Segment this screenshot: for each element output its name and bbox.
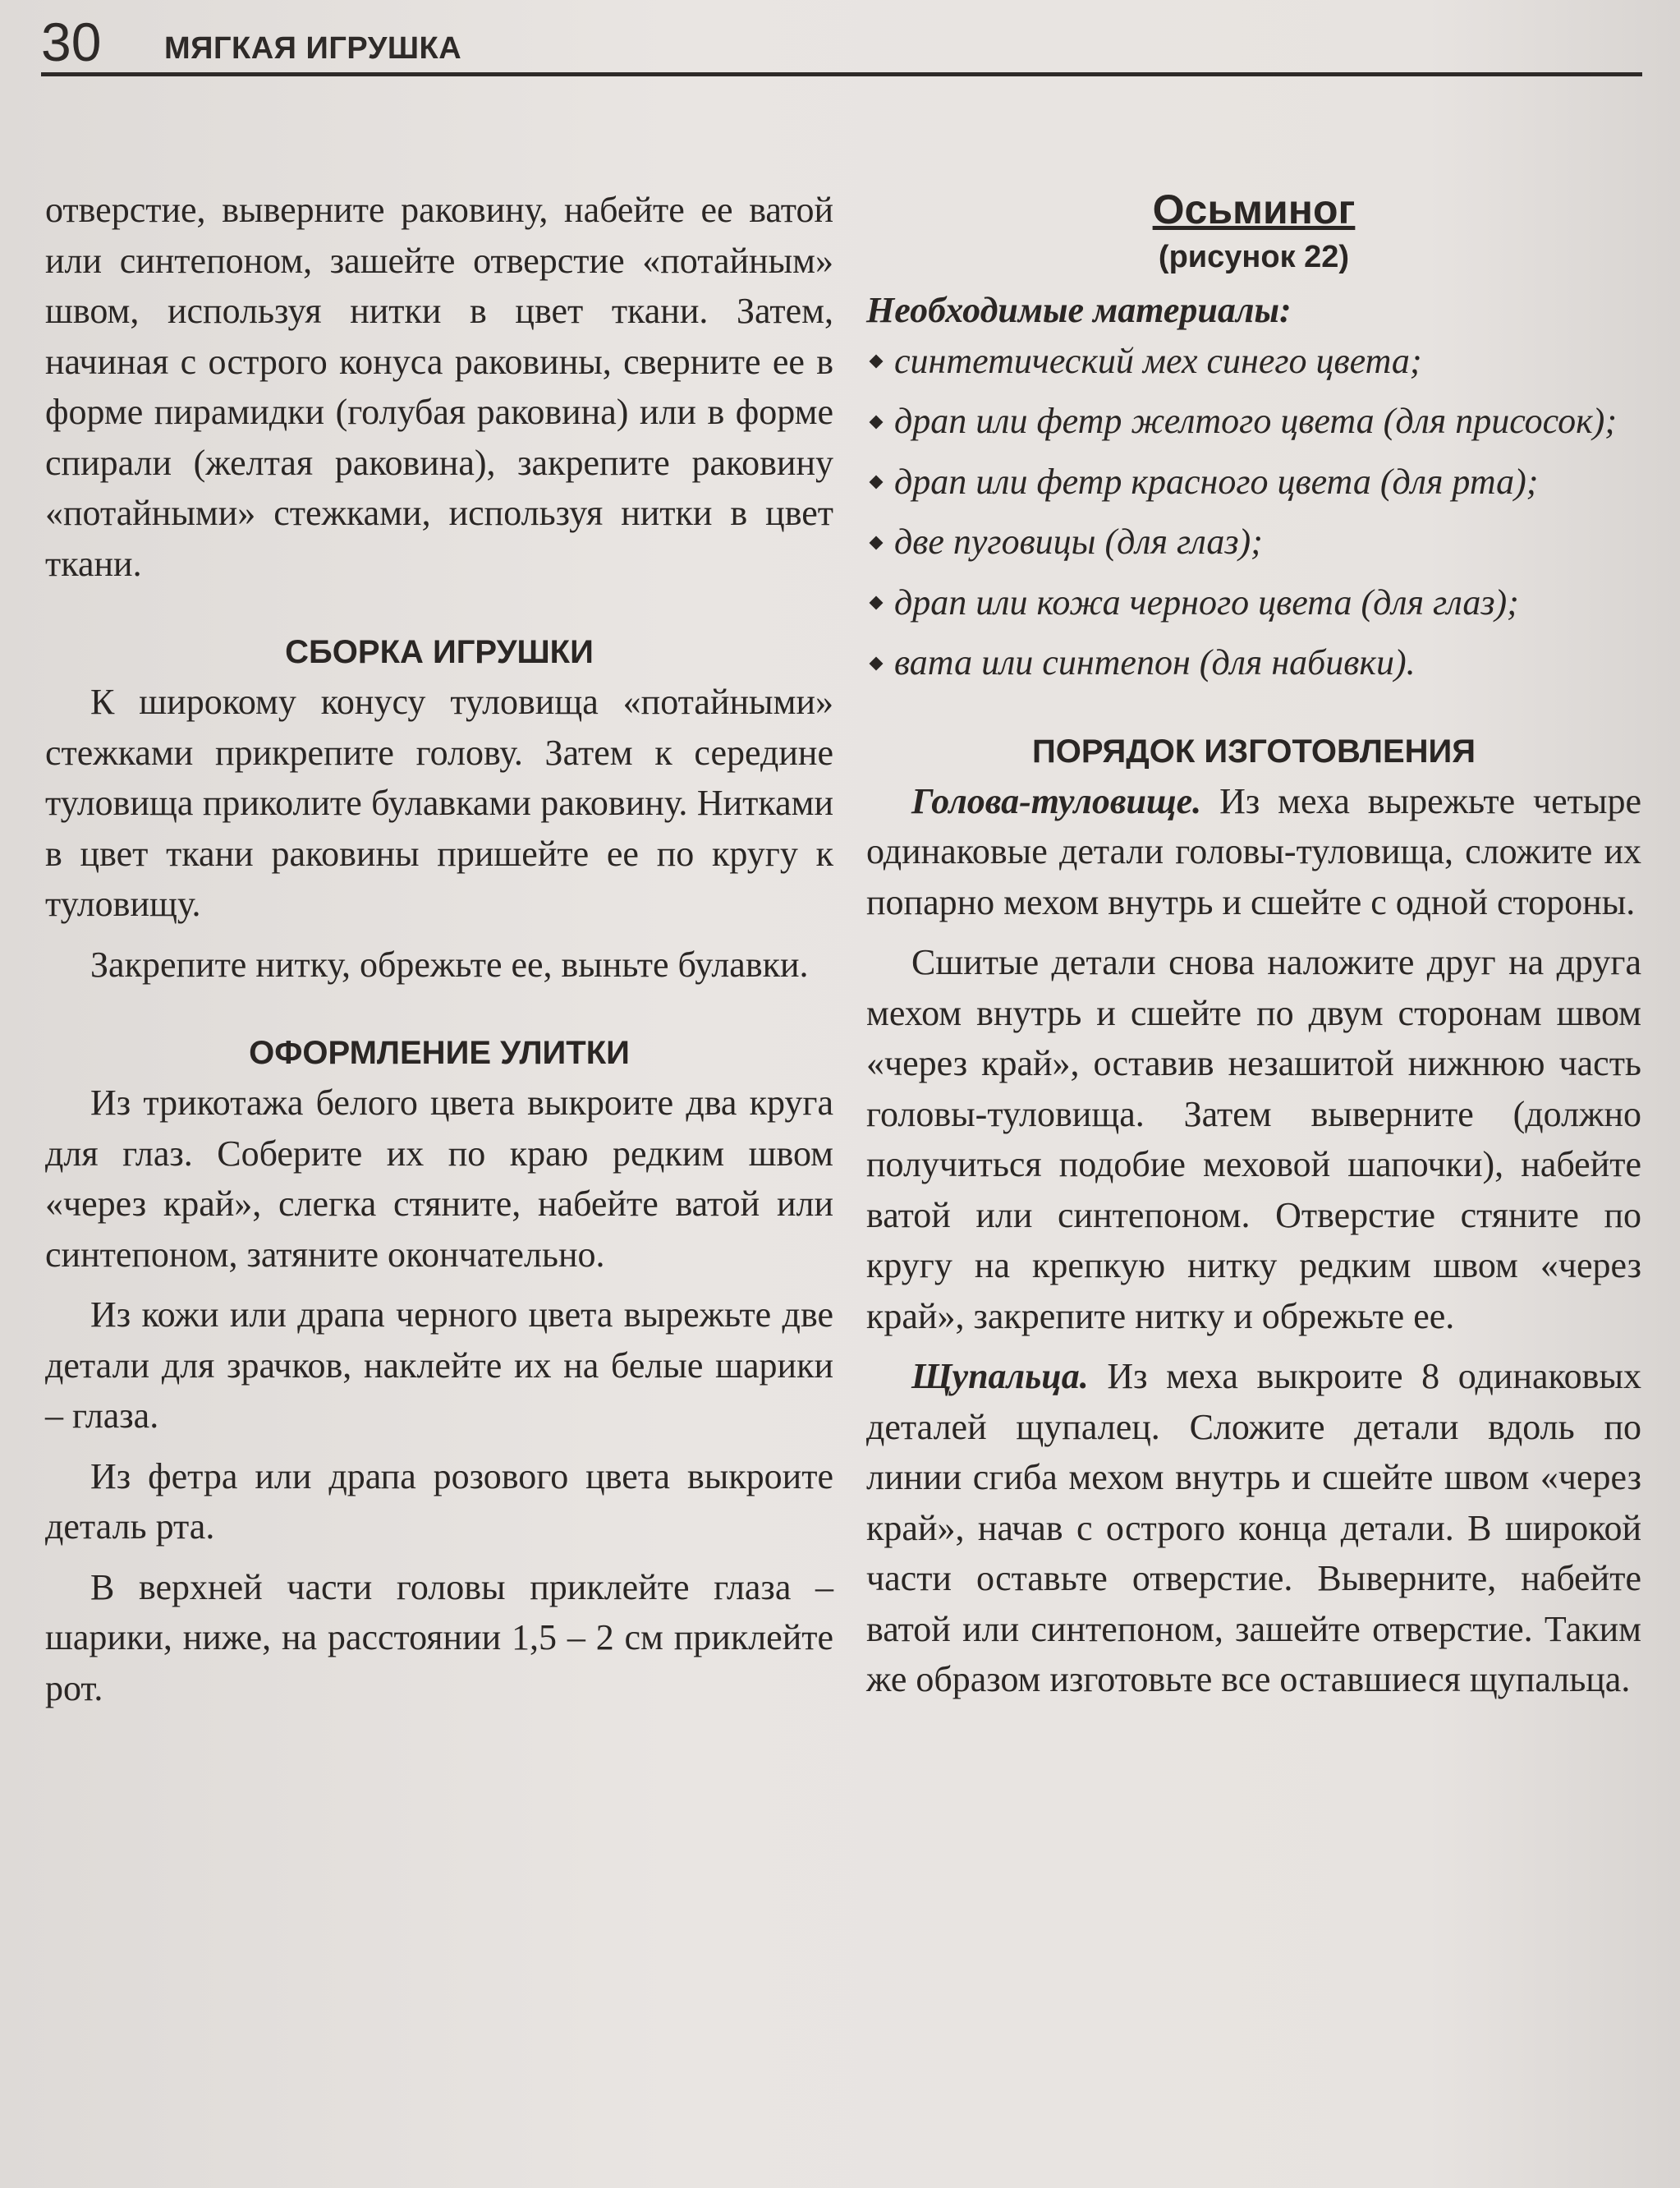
article-title: Осьминог [1152, 186, 1356, 232]
list-item: драп или фетр желтого цвета (для присосок); [866, 396, 1641, 447]
intro-paragraph: отверстие, выверните раковину, набейте ее ватой или синтепоном, зашейте отверстие «потайным» швом, используя нитки в цвет ткани. Затем, начиная с острого конуса раковины, сверните ее в форме пирамидки (голубая раковина) или в форме спирали (желтая раковина), закрепите раковину «потайными» стежками, используя нитки в цвет ткани. [45, 190, 833, 584]
diamond-bullet-icon [870, 656, 884, 670]
tentacles-text: Из меха выкроите 8 одинаковых деталей щупалец. Сложите детали вдоль по линии сгиба мехом внутрь и сшейте швом «через край», начав с острого конца детали. В широкой части оставьте отверстие. Выверните, набейте ватой или синтепоном, зашейте отверстие. Таким же образом изготовьте все оставшиеся щупальца. [866, 1356, 1642, 1699]
list-item: драп или фетр красного цвета (для рта); [866, 457, 1641, 508]
list-item: синтетический мех синего цвета; [866, 336, 1641, 387]
decoration-paragraph: Из кожи или драпа черного цвета вырежьте две детали для зрачков, наклейте их на белые шарики – глаза. [45, 1294, 833, 1436]
list-item: две пуговицы (для глаз); [866, 517, 1641, 568]
right-column [866, 185, 1641, 1705]
head-paragraph [866, 776, 1641, 928]
head-label: Голова-туловище. [911, 780, 1202, 821]
decoration-paragraph: Из трикотажа белого цвета выкроите два круга для глаз. Соберите их по краю редким швом «через край», слегка стяните, набейте ватой или синтепоном, затяните окончательно. [45, 1083, 833, 1275]
diamond-bullet-icon [870, 536, 884, 549]
article-subtitle: (рисунок 22) [1158, 240, 1350, 274]
diamond-bullet-icon [870, 415, 884, 429]
materials-label: Необходимые материалы: [866, 290, 1292, 330]
assembly-heading: СБОРКА ИГРУШКИ [285, 634, 594, 670]
page-header [41, 11, 1642, 76]
diamond-bullet-icon [870, 355, 884, 369]
procedure-heading: ПОРЯДОК ИЗГОТОВЛЕНИЯ [1031, 733, 1476, 770]
running-title: МЯГКАЯ ИГРУШКА [164, 31, 462, 66]
materials-list [866, 336, 1641, 688]
decoration-paragraph: Из фетра или драпа розового цвета выкроите деталь рта. [45, 1455, 833, 1547]
head-paragraph-2: Сшитые детали снова наложите друг на друга мехом внутрь и сшейте по двум сторонам швом «через край», оставив незашитой нижнюю часть головы-туловища. Затем выверните (должно получиться подобие меховой шапочки), набейте ватой или синтепоном. Отверстие стяните по кругу на крепкую нитку редким швом «через край», закрепите нитку и обрежьте ее. [866, 942, 1641, 1336]
left-column [45, 185, 833, 1713]
assembly-paragraph: К широкому конусу туловища «потайными» стежками прикрепите голову. Затем к середине туловища приколите булавками раковину. Нитками в цвет ткани раковины пришейте ее по кругу к туловищу. [45, 682, 833, 924]
diamond-bullet-icon [870, 596, 884, 610]
list-item: драп или кожа черного цвета (для глаз); [866, 577, 1641, 628]
decoration-heading: ОФОРМЛЕНИЕ УЛИТКИ [249, 1035, 630, 1071]
assembly-paragraph: Закрепите нитку, обрежьте ее, выньте булавки. [90, 944, 809, 985]
tentacles-paragraph [866, 1351, 1641, 1705]
tentacles-label: Щупальца. [911, 1356, 1089, 1396]
list-item: вата или синтепон (для набивки). [866, 637, 1641, 688]
head-text: Из меха вырежьте четыре одинаковые детали головы-туловища, сложите их попарно мехом внутрь и сшейте с одной стороны. [866, 780, 1642, 922]
decoration-paragraph: В верхней части головы приклейте глаза – шарики, ниже, на расстоянии 1,5 – 2 см приклейте рот. [45, 1566, 833, 1708]
page-number: 30 [41, 11, 102, 72]
diamond-bullet-icon [870, 476, 884, 490]
